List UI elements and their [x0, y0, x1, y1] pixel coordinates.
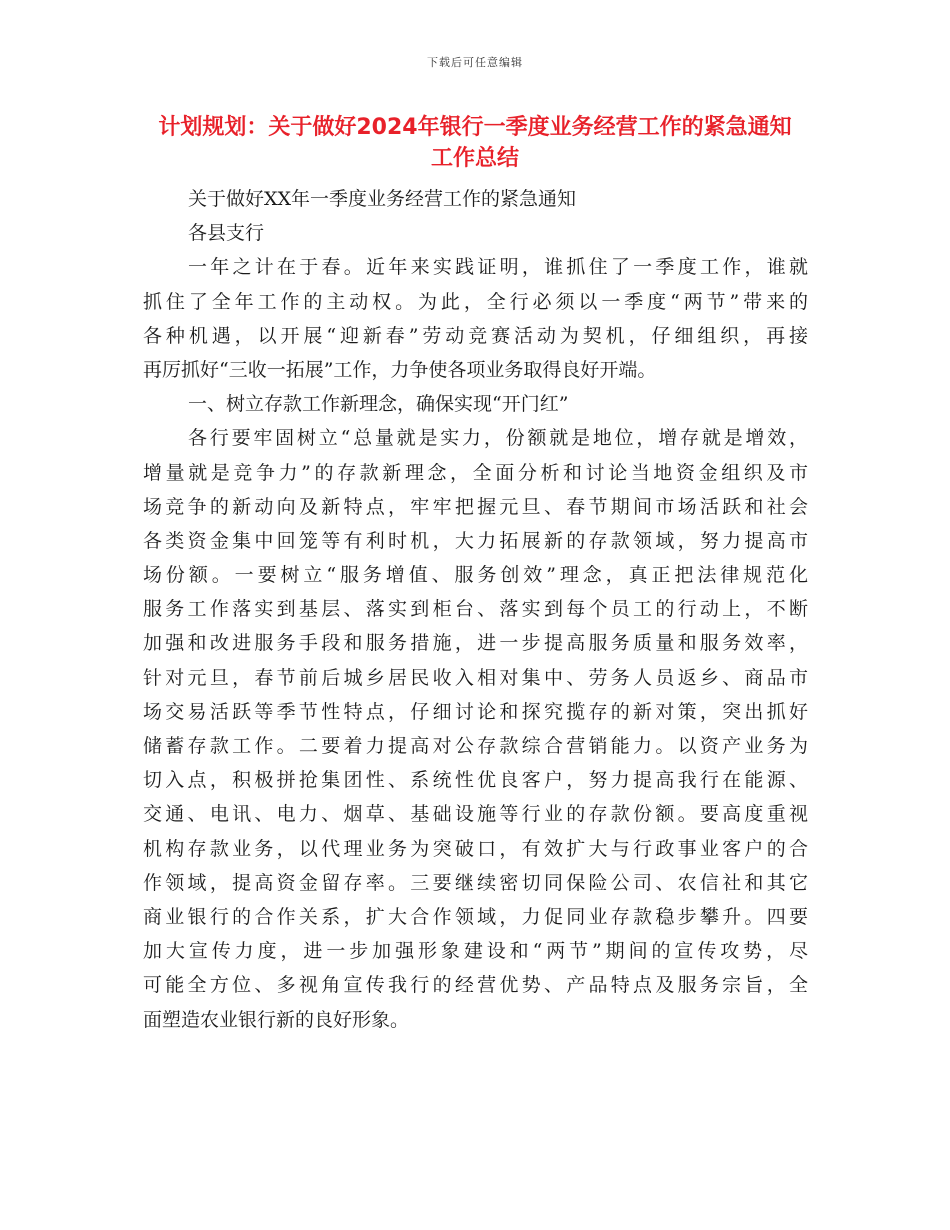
- body-line: 机构存款业务，以代理业务为突破口，有效扩大与行政事业客户的合: [143, 837, 808, 860]
- body-line: 切入点，积极拼抢集团性、系统性优良客户，努力提高我行在能源、: [143, 769, 808, 792]
- header-note: 下载后可任意编辑: [427, 56, 523, 69]
- body-line: 再厉抓好“三收一拓展”工作，力争使各项业务取得良好开端。: [143, 358, 657, 381]
- title-line-2: 工作总结: [430, 146, 519, 171]
- body-line: 针对元旦，春节前后城乡居民收入相对集中、劳务人员返乡、商品市: [143, 666, 808, 689]
- body-line: 面塑造农业银行新的良好形象。: [143, 1008, 410, 1031]
- body-line: 作领域，提高资金留存率。三要继续密切同保险公司、农信社和其它: [143, 871, 808, 894]
- document-body: [143, 182, 808, 1037]
- body-line: 加大宣传力度，进一步加强形象建设和“两节”期间的宣传攻势，尽: [143, 940, 808, 963]
- body-line: 交通、电讯、电力、烟草、基础设施等行业的存款份额。要高度重视: [143, 803, 808, 826]
- body-line: 各类资金集中回笼等有利时机，大力拓展新的存款领域，努力提高市: [143, 529, 808, 552]
- body-line: 各行要牢固树立“总量就是实力，份额就是地位，增存就是增效，: [188, 427, 808, 450]
- body-line: 各种机遇，以开展“迎新春”劳动竞赛活动为契机，仔细组织，再接: [143, 324, 808, 347]
- body-line: 场竞争的新动向及新特点，牢牢把握元旦、春节期间市场活跃和社会: [143, 495, 808, 518]
- body-line: 一、树立存款工作新理念，确保实现“开门红”: [188, 393, 569, 416]
- body-line: 场份额。一要树立“服务增值、服务创效”理念，真正把法律规范化: [143, 564, 808, 587]
- body-line: 关于做好XX年一季度业务经营工作的紧急通知: [188, 188, 577, 210]
- body-line: 各县支行: [188, 222, 265, 245]
- body-line: 储蓄存款工作。二要着力提高对公存款综合营销能力。以资产业务为: [143, 735, 808, 757]
- body-line: 场交易活跃等季节性特点，仔细讨论和探究揽存的新对策，突出抓好: [143, 700, 808, 723]
- document-title: [120, 112, 830, 174]
- body-line: 一年之计在于春。近年来实践证明，谁抓住了一季度工作，谁就: [188, 256, 808, 279]
- title-line-1: 计划规划：关于做好2024年银行一季度业务经营工作的紧急通知: [158, 115, 792, 140]
- body-line: 加强和改进服务手段和服务措施，进一步提高服务质量和服务效率，: [143, 632, 808, 655]
- body-line: 服务工作落实到基层、落实到柜台、落实到每个员工的行动上，不断: [143, 598, 808, 621]
- body-line: 增量就是竞争力”的存款新理念，全面分析和讨论当地资金组织及市: [143, 461, 808, 484]
- body-line: 商业银行的合作关系，扩大合作领域，力促同业存款稳步攀升。四要: [143, 905, 808, 928]
- body-line: 可能全方位、多视角宣传我行的经营优势、产品特点及服务宗旨，全: [143, 974, 808, 997]
- body-line: 抓住了全年工作的主动权。为此，全行必须以一季度“两节”带来的: [143, 290, 808, 313]
